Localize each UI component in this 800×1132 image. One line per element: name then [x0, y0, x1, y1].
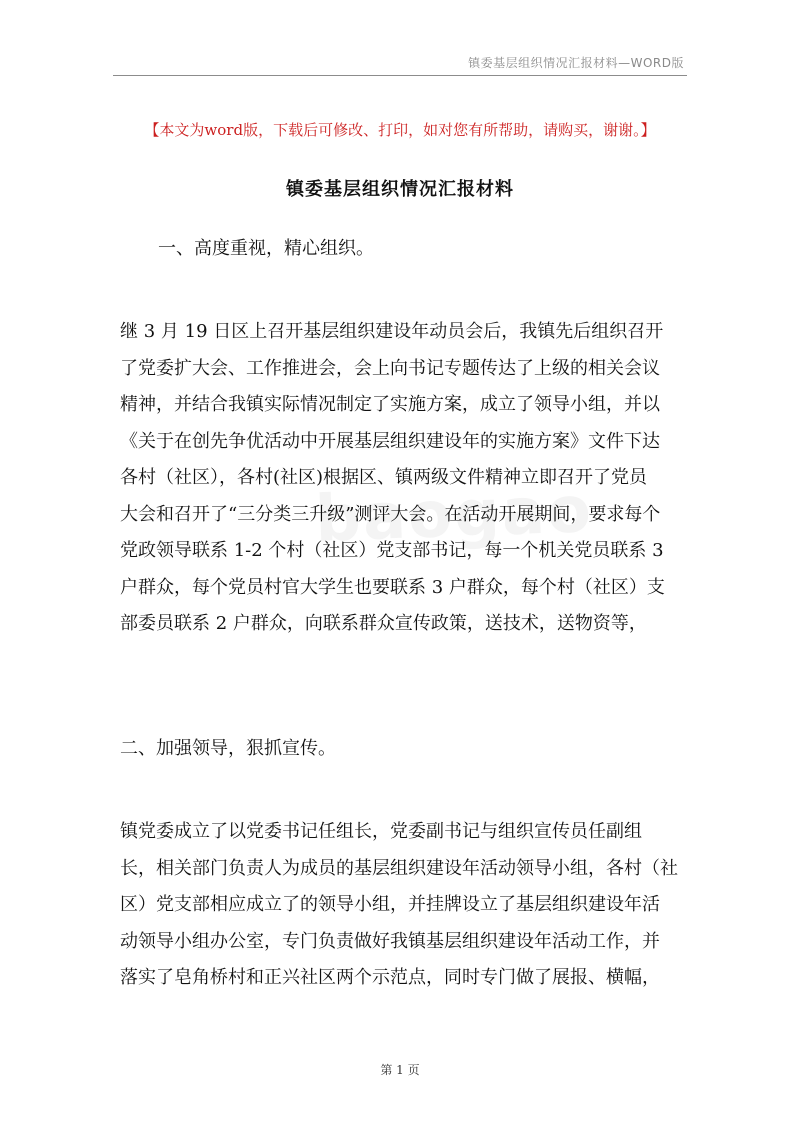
paragraph-line: 动领导小组办公室，专门负责做好我镇基层组织建设年活动工作，并 — [120, 930, 660, 952]
page-number: 第 1 页 — [380, 1063, 420, 1077]
paragraph-line: 大会和召开了“三分类三升级”测评大会。在活动开展期间，要求每个 — [120, 503, 661, 525]
paragraph-line: 区）党支部相应成立了的领导小组，并挂牌设立了基层组织建设年活 — [120, 894, 660, 915]
paragraph-line: 户群众，每个党员村官大学生也要联系 3 户群众，每个村（社区）支 — [120, 576, 665, 598]
paragraph-line: 镇党委成立了以党委书记任组长，党委副书记与组织宣传员任副组 — [120, 821, 642, 842]
header-divider — [113, 75, 687, 76]
document-title: 镇委基层组织情况汇报材料 — [286, 179, 514, 200]
paragraph-line: 落实了皂角桥村和正兴社区两个示范点，同时专门做了展报、横幅， — [120, 967, 660, 988]
section-1-paragraph — [120, 314, 685, 643]
paragraph-line: 《关于在创先争优活动中开展基层组织建设年的实施方案》文件下达 — [120, 430, 660, 452]
paragraph-line: 部委员联系 2 户群众，向联系群众宣传政策，送技术，送物资等， — [120, 613, 647, 634]
section-1-heading: 一、高度重视，精心组织。 — [158, 238, 374, 259]
paragraph-line: 党政领导联系 1-2 个村（社区）党支部书记，每一个机关党员联系 3 — [120, 540, 664, 561]
paragraph-line: 长，相关部门负责人为成员的基层组织建设年活动领导小组，各村（社 — [120, 857, 678, 879]
paragraph-line: 了党委扩大会、工作推进会，会上向书记专题传达了上级的相关会议 — [120, 357, 660, 379]
section-2-heading: 二、加强领导，狠抓宣传。 — [120, 738, 336, 759]
download-notice: 【本文为word版，下载后可修改、打印，如对您有所帮助，请购买，谢谢。】 — [144, 121, 656, 139]
paragraph-line: 继 3 月 19 日区上召开基层组织建设年动员会后，我镇先后组织召开 — [120, 321, 664, 342]
running-header-title: 镇委基层组织情况汇报材料—WORD版 — [468, 56, 684, 70]
section-2-paragraph — [120, 814, 685, 997]
paragraph-line: 精神，并结合我镇实际情况制定了实施方案，成立了领导小组，并以 — [120, 394, 660, 415]
paragraph-line: 各村（社区），各村(社区)根据区、镇两级文件精神立即召开了党员 — [120, 467, 648, 488]
